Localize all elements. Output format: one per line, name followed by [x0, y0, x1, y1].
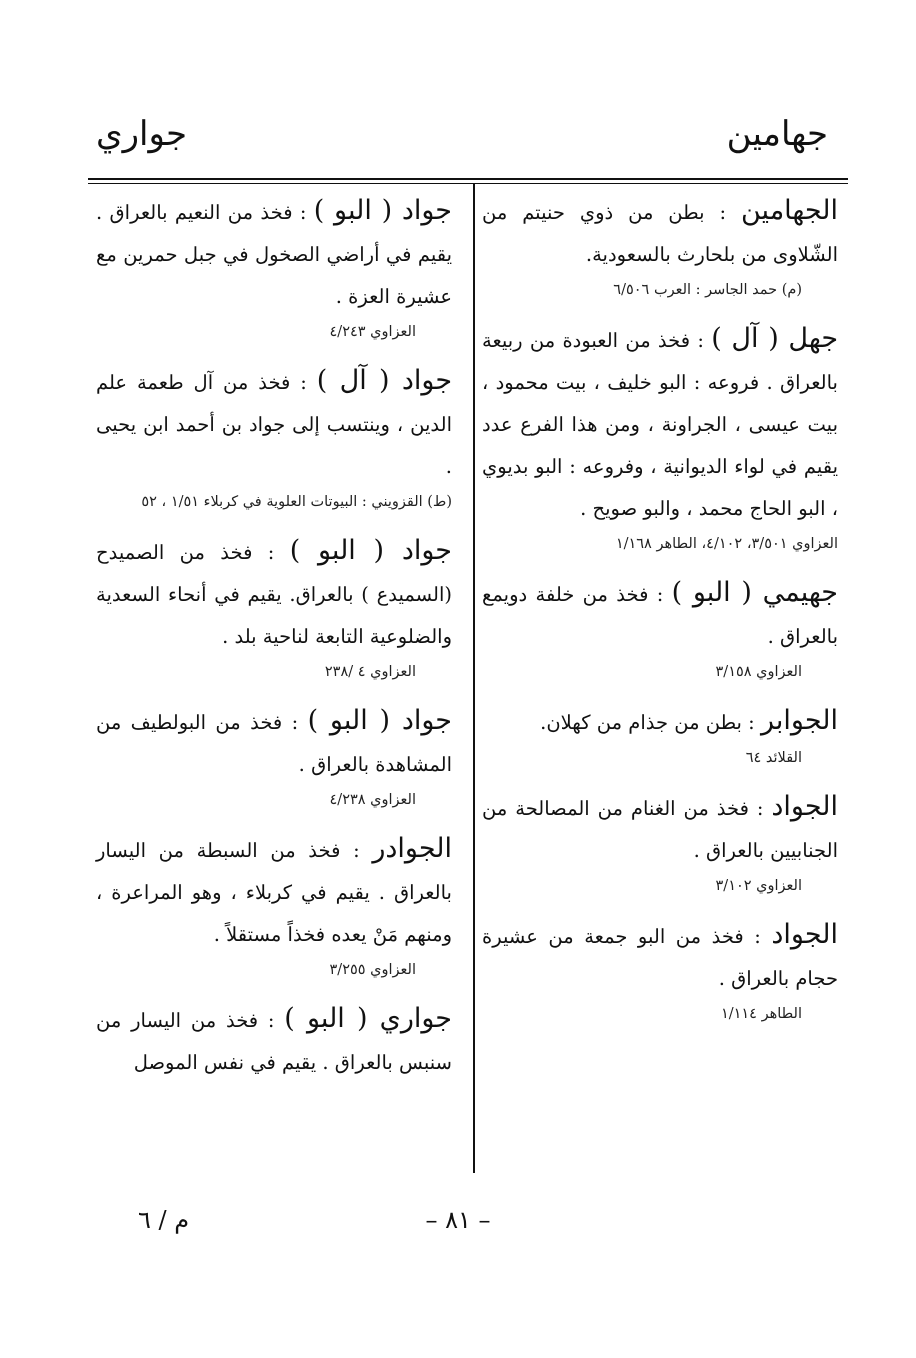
entry-headword: جواد ( البو )	[307, 705, 452, 736]
running-head-left: جواري	[96, 114, 188, 154]
entry	[482, 786, 838, 900]
entry-source: العزاوي ٤ /٢٣٨	[324, 664, 416, 680]
entry	[482, 318, 838, 558]
entry-text: : فخذ من الصميدح (السميدع ) بالعراق. يقيم في أنحاء السعدية والضلوعية التابعة لناحية بلد .	[96, 541, 452, 648]
entry	[482, 700, 838, 772]
entry-source: (م) حمد الجاسر : العرب ٦/٥٠٦	[613, 282, 802, 298]
entry-headword: الجوابر	[760, 705, 838, 736]
entry-headword: الجهامين	[741, 195, 838, 226]
entry-text: : فخذ من السبطة من اليسار بالعراق . يقيم في كربلاء ، وهو المراعرة ، ومنهم مَنْ يعده فخذاً مستقلاً .	[96, 839, 452, 946]
entry-text: : فخذ من البولطيف من المشاهدة بالعراق .	[96, 711, 452, 776]
entry-text: : فخذ من البو جمعة من عشيرة حجام بالعراق .	[482, 925, 838, 990]
entry-text: : فخذ من آل طعمة علم الدين ، وينتسب إلى جواد بن أحمد ابن يحيى .	[96, 371, 452, 478]
entry	[96, 998, 452, 1084]
entry-headword: الجوادر	[372, 833, 453, 864]
entry-headword: جواد ( البو )	[289, 535, 452, 566]
entry-headword: الجواد	[771, 919, 838, 950]
entry-text: : بطن من ذوي حنيتم من الشّلاوى من بلحارث بالسعودية.	[482, 201, 838, 266]
entry	[96, 700, 452, 814]
entry-source: العزاوي ٣/١٥٨	[715, 664, 802, 680]
entry-source: الطاهر ١/١١٤	[720, 1006, 802, 1022]
entry	[482, 914, 838, 1028]
entry	[96, 190, 452, 346]
entry	[96, 828, 452, 984]
entry-source: العزاوي ٣/٥٠١، ٤/١٠٢، الطاهر ١/١٦٨	[615, 536, 838, 552]
right-column	[482, 190, 838, 1042]
column-divider	[473, 183, 475, 1173]
entry-text: : فخذ من النعيم بالعراق . يقيم في أراضي الصخول في جبل حمرين مع عشيرة العزة .	[96, 201, 452, 308]
entry-text: : فخذ من الغنام من المصالحة من الجنابيين بالعراق .	[482, 797, 838, 862]
header-rule-thin	[88, 183, 848, 184]
entry-headword: جواد ( البو )	[313, 195, 453, 226]
entry-source: (ط) القزويني : البيوتات العلوية في كربلاء ١/٥١ ، ٥٢	[141, 494, 452, 510]
running-head-right: جهامين	[726, 114, 828, 154]
entry-source: العزاوي ٣/١٠٢	[715, 878, 802, 894]
entry-text: : فخذ من اليسار من سنبس بالعراق . يقيم في نفس الموصل	[96, 1009, 452, 1074]
entry-text: : فخذ من خلفة دويمع بالعراق .	[482, 583, 838, 648]
entry	[96, 360, 452, 516]
entry-text: : فخذ من العبودة من ربيعة بالعراق . فروعه : البو خليف ، بيت محمود ، بيت عيسى ، الجراونة ، ومن هذا الفرع عدد يقيم في لواء الديوانية ، وفروعه : البو بديوي ، البو الحاج محمد ، والبو صويح .	[482, 329, 838, 520]
signature-mark: م / ٦	[138, 1206, 190, 1234]
entry-headword: جهل ( آل )	[711, 323, 839, 354]
entry-headword: جواري ( البو )	[284, 1003, 452, 1034]
entry-source: القلائد ٦٤	[745, 750, 802, 766]
header-rule-thick	[88, 178, 848, 180]
entry-headword: جواد ( آل )	[316, 365, 453, 396]
entry	[96, 530, 452, 686]
left-column	[96, 190, 452, 1098]
page-number: – ٨١ –	[425, 1206, 491, 1234]
entry-headword: جهيمي ( البو )	[671, 577, 838, 608]
entry-source: العزاوي ٤/٢٣٨	[329, 792, 416, 808]
entry	[482, 190, 838, 304]
entry	[482, 572, 838, 686]
entry-source: العزاوي ٤/٢٤٣	[329, 324, 416, 340]
entry-text: : بطن من جذام من كهلان.	[540, 711, 755, 734]
entry-source: العزاوي ٣/٢٥٥	[329, 962, 416, 978]
entry-headword: الجواد	[771, 791, 838, 822]
